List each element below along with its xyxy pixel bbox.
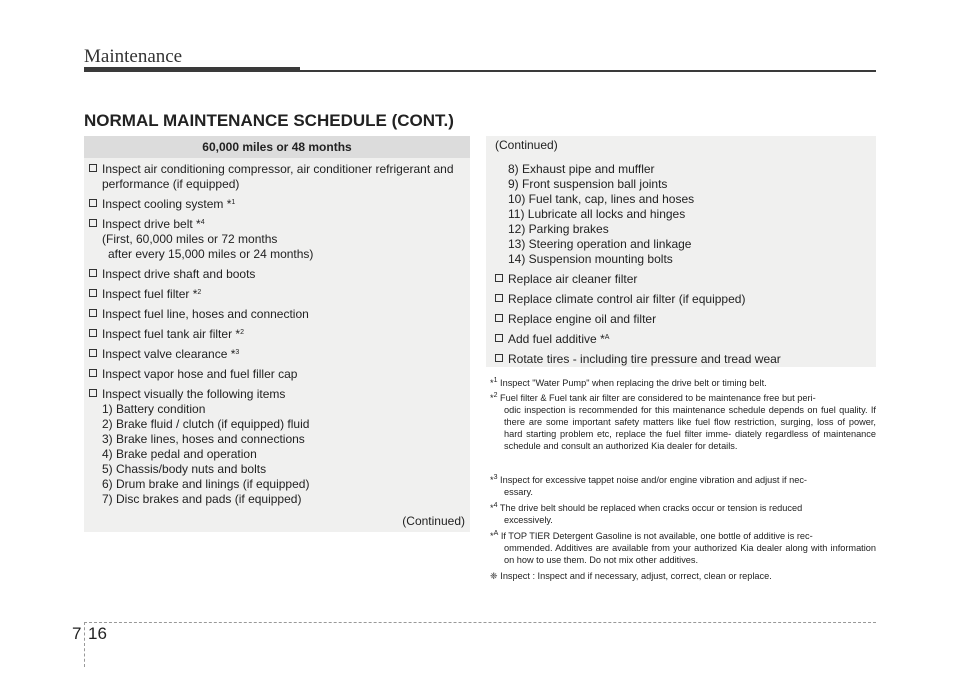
- footnote-3: *$^3$ Inspect for excessive tappet noise and/or engine vibration and adjust if nec- essary.: [490, 474, 807, 497]
- checkbox-icon: [495, 294, 503, 302]
- footer-divider: [84, 622, 85, 667]
- checklist-item: Inspect fuel tank air filter *$^2$: [89, 327, 244, 342]
- checkbox-icon: [89, 349, 97, 357]
- footnote-a: *$^A$ If TOP TIER Detergent Gasoline is not available, one bottle of additive is rec- ommended. Additives are available from your authorized Kia dealer along with information on how to use them. Do not mix other additives.: [490, 530, 876, 565]
- checklist-item: Inspect drive belt *$^4$: [89, 217, 205, 232]
- checkbox-icon: [89, 219, 97, 227]
- sublist-item: 9) Front suspension ball joints: [508, 177, 668, 191]
- sublist-item: 10) Fuel tank, cap, lines and hoses: [508, 192, 695, 206]
- sublist-item: 13) Steering operation and linkage: [508, 237, 692, 251]
- checklist-item: Inspect air conditioning compressor, air conditioner refrigerant and: [89, 162, 454, 177]
- left-schedule-panel: [84, 136, 470, 532]
- sublist-item: 12) Parking brakes: [508, 222, 609, 236]
- section-title: NORMAL MAINTENANCE SCHEDULE (CONT.): [84, 111, 454, 130]
- checklist-item: Add fuel additive *$^A$: [495, 332, 609, 347]
- sublist-item: 3) Brake lines, hoses and connections: [102, 432, 305, 446]
- header-rule: [300, 70, 876, 72]
- checkbox-icon: [495, 334, 503, 342]
- checkbox-icon: [495, 274, 503, 282]
- checkbox-icon: [89, 269, 97, 277]
- checklist-item: Replace engine oil and filter: [495, 312, 656, 327]
- header-bar: [84, 67, 300, 72]
- checklist-item: Inspect fuel line, hoses and connection: [89, 307, 309, 322]
- page-number: 16: [88, 624, 107, 643]
- sublist-item: 5) Chassis/body nuts and bolts: [102, 462, 267, 476]
- checklist-item: Inspect valve clearance *$^3$: [89, 347, 239, 362]
- footnote-4: *$^4$ The drive belt should be replaced when cracks occur or tension is reduced excessively.: [490, 502, 803, 525]
- checkbox-icon: [89, 309, 97, 317]
- chapter-number: 7: [72, 624, 82, 643]
- sublist-item: 2) Brake fluid / clutch (if equipped) fluid: [102, 417, 310, 431]
- page-header-title: Maintenance: [84, 46, 183, 67]
- sublist-item: 6) Drum brake and linings (if equipped): [102, 477, 310, 491]
- checklist-item: Inspect vapor hose and fuel filler cap: [89, 367, 297, 382]
- sublist-item: 8) Exhaust pipe and muffler: [508, 162, 655, 176]
- footnote-2: *$^2$ Fuel filter & Fuel tank air filter are considered to be maintenance free but peri- odic inspection is recommended for this maintenance schedule depends on fuel quality. If there are some important safety matters like fuel flow restriction, surging, loss of power, hard starting problem etc, replace the fuel filter imme- diately regardless of maintenance schedule and consult an authorized Kia dealer for details.: [490, 392, 876, 451]
- checklist-item: Inspect drive shaft and boots: [89, 267, 255, 282]
- checklist-item: Inspect cooling system *$^1$: [89, 197, 235, 212]
- interval-heading: 60,000 miles or 48 months: [84, 136, 470, 158]
- footnote-1: *$^1$ Inspect "Water Pump" when replacing the drive belt or timing belt.: [490, 377, 767, 388]
- checklist-subnote: (First, 60,000 miles or 72 months: [102, 232, 278, 246]
- checkbox-icon: [89, 164, 97, 172]
- continued-label: (Continued): [495, 138, 558, 152]
- checklist-item: Inspect visually the following items: [89, 387, 285, 402]
- sublist-item: 4) Brake pedal and operation: [102, 447, 257, 461]
- sublist-item: 7) Disc brakes and pads (if equipped): [102, 492, 302, 506]
- checkbox-icon: [89, 329, 97, 337]
- sublist-item: 11) Lubricate all locks and hinges: [508, 207, 686, 221]
- checklist-item: Rotate tires - including tire pressure and tread wear: [495, 352, 781, 367]
- asterism-icon: ❈: [490, 571, 498, 581]
- checklist-item-continuation: performance (if equipped): [102, 177, 240, 191]
- checkbox-icon: [89, 289, 97, 297]
- checklist-item: Inspect fuel filter *$^2$: [89, 287, 201, 302]
- right-schedule-panel: [486, 136, 876, 367]
- checklist-item: Replace air cleaner filter: [495, 272, 637, 287]
- inspect-definition: ❈ Inspect : Inspect and if necessary, adjust, correct, clean or replace.: [490, 571, 772, 581]
- checkbox-icon: [495, 314, 503, 322]
- sublist-item: 1) Battery condition: [102, 402, 206, 416]
- checkbox-icon: [89, 369, 97, 377]
- checklist-item: Replace climate control air filter (if equipped): [495, 292, 745, 307]
- checkbox-icon: [495, 354, 503, 362]
- footer-rule: [84, 622, 876, 623]
- checkbox-icon: [89, 389, 97, 397]
- checkbox-icon: [89, 199, 97, 207]
- sublist-item: 14) Suspension mounting bolts: [508, 252, 673, 266]
- continued-label: (Continued): [402, 514, 465, 528]
- checklist-subnote: after every 15,000 miles or 24 months): [108, 247, 314, 261]
